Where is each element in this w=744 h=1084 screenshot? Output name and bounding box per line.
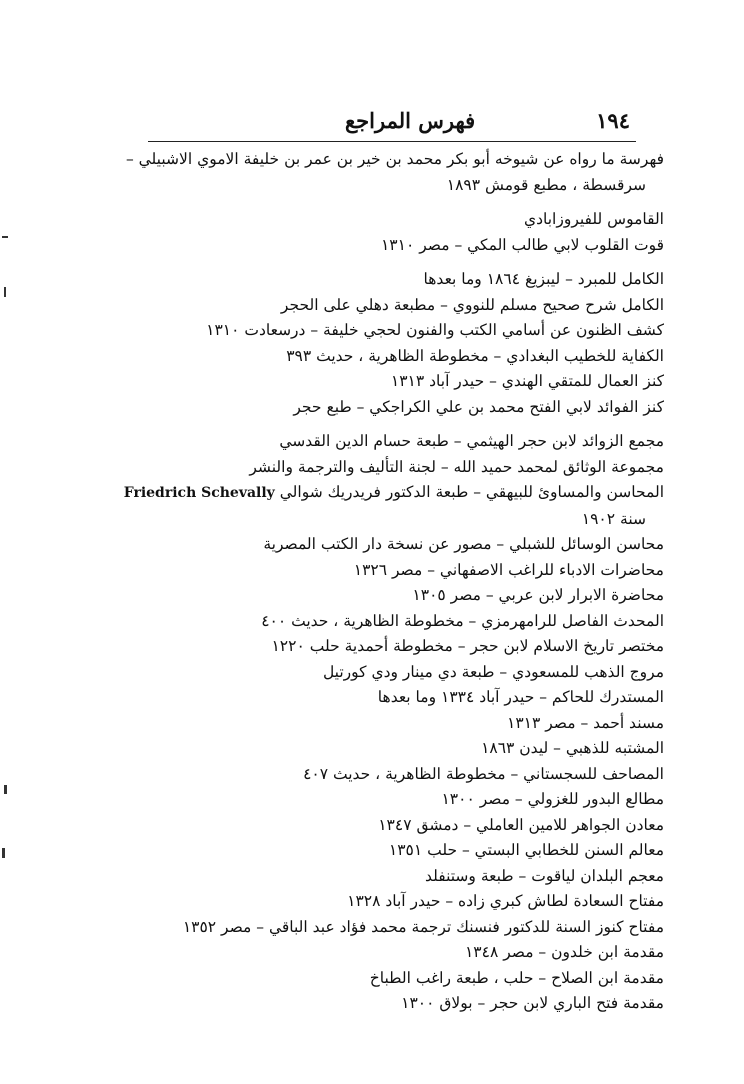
reference-entry	[74, 736, 664, 762]
reference-entry	[74, 318, 664, 344]
reference-text: معجم البلدان لياقوت – طبعة وستنفلد	[424, 866, 664, 885]
reference-text: مختصر تاريخ الاسلام لابن حجر – مخطوطة أحمدية حلب ١٢٢٠	[271, 637, 664, 655]
reference-text: مطالع البدور للغزولي – مصر ١٣٠٠	[441, 790, 664, 808]
page-header	[150, 108, 630, 138]
reference-text: قوت القلوب لابي طالب المكي – مصر ١٣١٠	[380, 235, 664, 254]
reference-text: المصاحف للسجستاني – مخطوطة الظاهرية ، حديث ٤٠٧	[303, 764, 664, 783]
reference-entry	[74, 429, 664, 455]
scan-mark-left-3	[4, 785, 7, 794]
reference-entry	[74, 293, 664, 319]
reference-text: مفتاح كنوز السنة للدكتور فنسنك ترجمة محمد فؤاد عبد الباقي – مصر ١٣٥٢	[182, 917, 664, 936]
reference-text: كشف الظنون عن أسامي الكتب والفنون لحجي خليفة – درسعادت ١٣١٠	[206, 321, 664, 339]
page-title: فهرس المراجع	[345, 108, 476, 133]
reference-entry	[74, 660, 664, 686]
reference-text: المحدث الفاصل للرامهرمزي – مخطوطة الظاهرية ، حديث ٤٠٠	[261, 611, 664, 630]
page-number: ١٩٤	[596, 108, 630, 133]
reference-entry	[74, 889, 664, 915]
reference-text: الكامل للمبرد – ليبزيغ ١٨٦٤ وما بعدها	[423, 270, 664, 288]
reference-text: القاموس للفيروزابادي	[523, 210, 664, 228]
reference-text: كنز الفوائد لابي الفتح محمد بن علي الكراجكي – طبع حجر	[293, 397, 664, 416]
reference-latin-name: Friedrich Schevally	[123, 485, 275, 501]
reference-text: سنة ١٩٠٢	[581, 509, 646, 528]
scan-mark-left-1	[2, 236, 8, 238]
reference-entry	[74, 685, 664, 711]
reference-entry	[74, 532, 664, 558]
reference-entry	[74, 207, 664, 233]
reference-text: مقدمة فتح الباري لابن حجر – بولاق ١٣٠٠	[401, 994, 664, 1012]
reference-entry	[74, 395, 664, 421]
reference-text: مجموعة الوثائق لمحمد حميد الله – لجنة التأليف والترجمة والنشر	[249, 457, 664, 476]
reference-text: المشتبه للذهبي – ليدن ١٨٦٣	[481, 739, 664, 757]
reference-list	[74, 147, 664, 1017]
reference-entry	[74, 966, 664, 992]
reference-text: مفتاح السعادة لطاش كبري زاده – حيدر آباد ١٣٢٨	[347, 892, 664, 910]
reference-entry	[74, 455, 664, 481]
reference-text: الكفاية للخطيب البغدادي – مخطوطة الظاهرية ، حديث ٣٩٣	[286, 346, 664, 365]
reference-text: محاضرة الابرار لابن عربي – مصر ١٣٠٥	[412, 586, 664, 604]
reference-entry	[74, 838, 664, 864]
header-rule	[148, 141, 636, 142]
reference-entry	[74, 609, 664, 635]
reference-entry	[74, 173, 664, 199]
reference-text: مجمع الزوائد لابن حجر الهيثمي – طبعة حسام الدين القدسي	[279, 432, 664, 450]
reference-text: مسند أحمد – مصر ١٣١٣	[507, 713, 664, 732]
reference-entry	[74, 762, 664, 788]
reference-text: مروج الذهب للمسعودي – طبعة دي مينار ودي كورتيل	[322, 662, 664, 681]
reference-text: الكامل شرح صحيح مسلم للنووي – مطبعة دهلي على الحجر	[280, 295, 664, 314]
reference-text: كنز العمال للمتقي الهندي – حيدر آباد ١٣١٣	[390, 372, 664, 390]
reference-entry	[74, 344, 664, 370]
reference-text: مقدمة ابن خلدون – مصر ١٣٤٨	[464, 943, 664, 961]
reference-entry	[74, 480, 664, 507]
reference-text: سرقسطة ، مطبع قومش ١٨٩٣	[446, 175, 646, 194]
reference-text: المستدرك للحاكم – حيدر آباد ١٣٣٤ وما بعدها	[377, 688, 664, 706]
reference-entry	[74, 369, 664, 395]
reference-entry	[74, 940, 664, 966]
reference-entry	[74, 711, 664, 737]
reference-text: محاسن الوسائل للشبلي – مصور عن نسخة دار الكتب المصرية	[263, 535, 664, 553]
scan-mark-left-2	[4, 287, 6, 297]
reference-entry	[74, 507, 664, 533]
reference-entry	[74, 813, 664, 839]
reference-text: فهرسة ما رواه عن شيوخه أبو بكر محمد بن خير بن عمر بن خليفة الاموي الاشبيلي –	[125, 150, 664, 168]
reference-entry	[74, 558, 664, 584]
reference-text: مقدمة ابن الصلاح – حلب ، طبعة راغب الطباخ	[369, 968, 664, 987]
reference-entry	[74, 583, 664, 609]
scan-mark-left-4	[2, 848, 5, 858]
reference-text: محاضرات الادباء للراغب الاصفهاني – مصر ١٣٢٦	[353, 560, 664, 579]
reference-entry	[74, 147, 664, 173]
reference-text: معالم السنن للخطابي البستي – حلب ١٣٥١	[388, 841, 664, 859]
reference-text: معادن الجواهر للامين العاملي – دمشق ١٣٤٧	[378, 815, 664, 834]
reference-entry	[74, 267, 664, 293]
reference-entry	[74, 787, 664, 813]
reference-entry	[74, 233, 664, 259]
reference-entry	[74, 634, 664, 660]
reference-entry	[74, 864, 664, 890]
reference-text: المحاسن والمساوئ للبيهقي – طبعة الدكتور فريدريك شوالي	[279, 483, 664, 501]
reference-entry	[74, 991, 664, 1017]
reference-entry	[74, 915, 664, 941]
